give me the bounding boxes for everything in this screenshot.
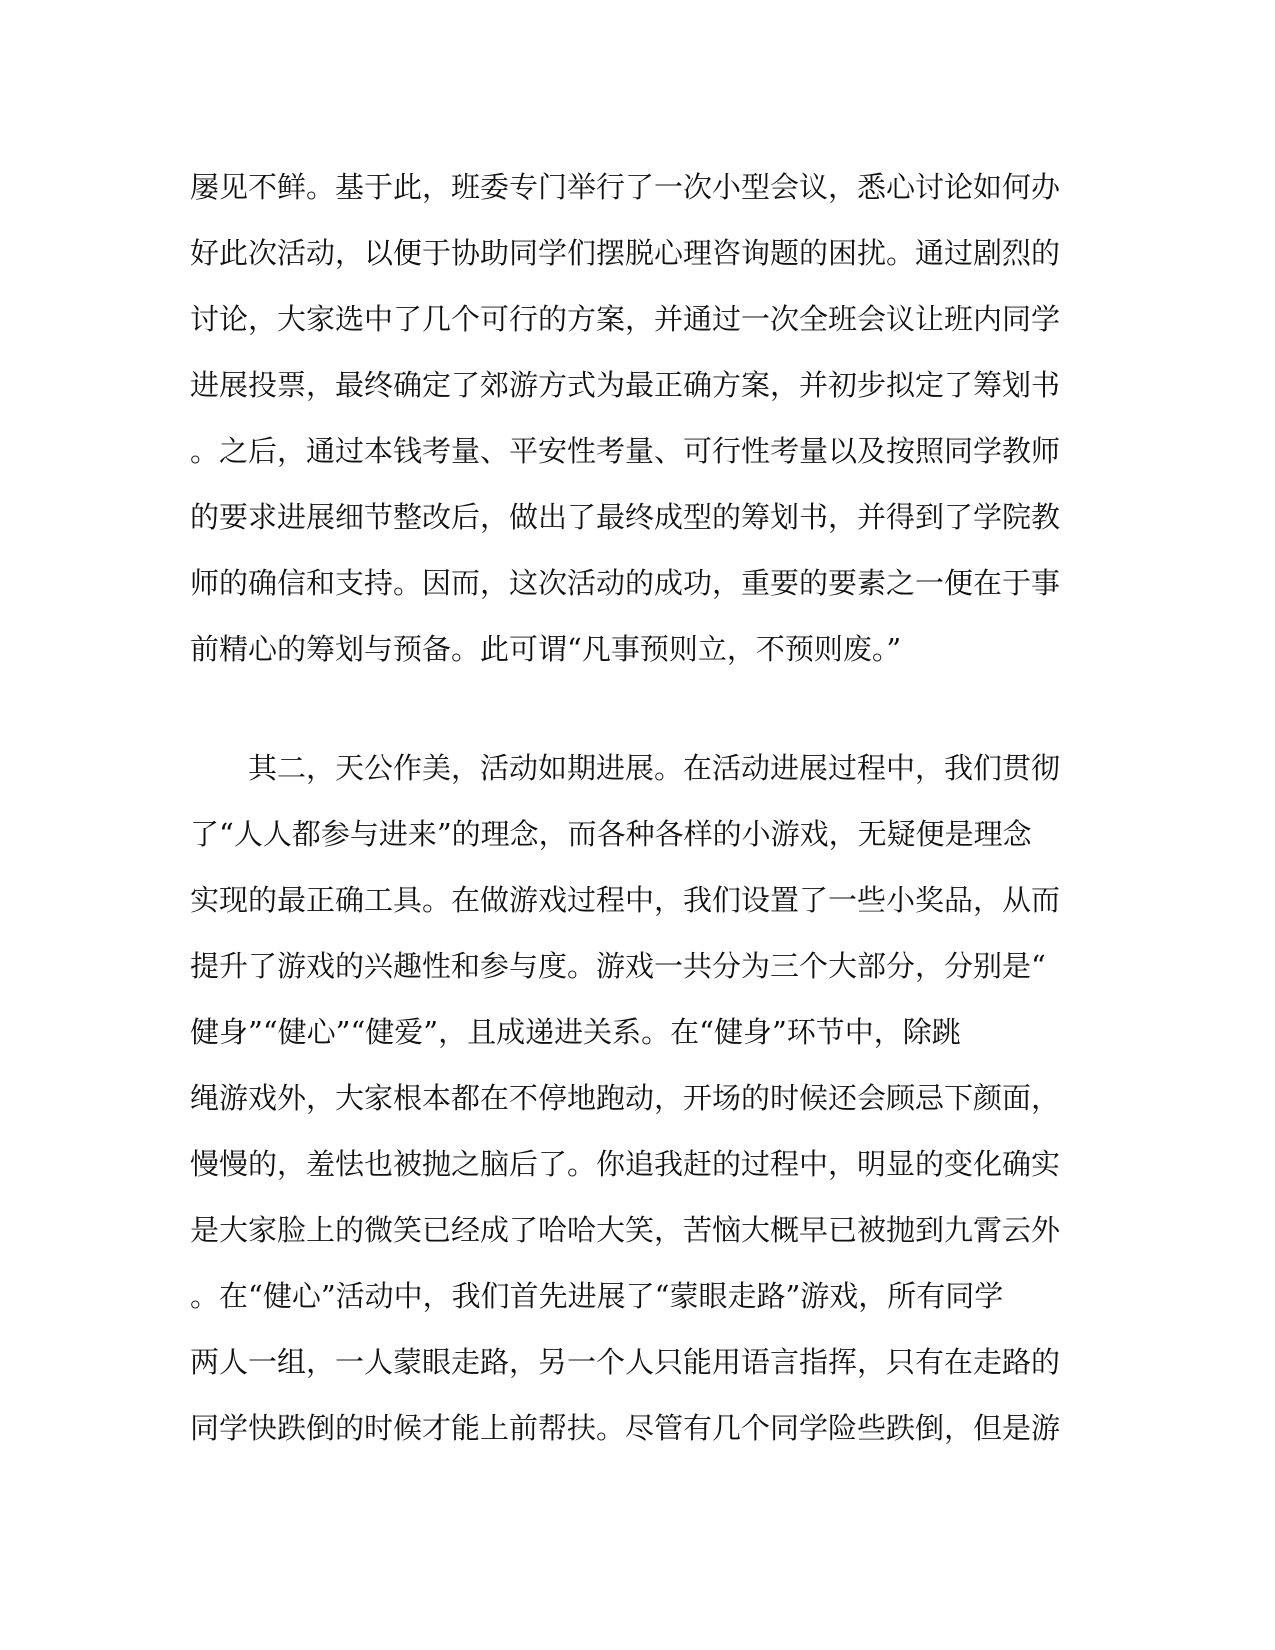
text-line: 的要求进展细节整改后，做出了最终成型的筹划书，并得到了学院教 — [190, 500, 1061, 534]
text-line: 讨论，大家选中了几个可行的方案，并通过一次全班会议让班内同学 — [190, 302, 1061, 336]
text-line: 师的确信和支持。因而，这次活动的成功，重要的要素之一便在于事 — [190, 566, 1061, 600]
text-line: 了“人人都参与进来”的理念，而各种各样的小游戏，无疑便是理念 — [190, 817, 1032, 851]
paragraph-activity — [190, 735, 1070, 1461]
text-line: 同学快跌倒的时候才能上前帮扶。尽管有几个同学险些跌倒，但是游 — [190, 1411, 1061, 1445]
text-line: 绳游戏外，大家根本都在不停地跑动，开场的时候还会顾忌下颜面， — [190, 1081, 1061, 1115]
text-line: 提升了游戏的兴趣性和参与度。游戏一共分为三个大部分，分别是“ — [190, 949, 1046, 983]
text-line: 好此次活动，以便于协助同学们摆脱心理咨询题的困扰。通过剧烈的 — [190, 236, 1061, 270]
text-line: 进展投票，最终确定了郊游方式为最正确方案，并初步拟定了筹划书 — [190, 368, 1061, 402]
text-line: 两人一组，一人蒙眼走路，另一个人只能用语言指挥，只有在走路的 — [190, 1345, 1061, 1379]
text-line: 。之后，通过本钱考量、平安性考量、可行性考量以及按照同学教师 — [190, 434, 1061, 468]
text-line: 健身”“健心”“健爱”，且成递进关系。在“健身”环节中，除跳 — [190, 1015, 961, 1049]
paragraph-planning — [190, 154, 1070, 682]
text-line: 实现的最正确工具。在做游戏过程中，我们设置了一些小奖品，从而 — [190, 883, 1061, 917]
text-line: 屡见不鲜。基于此，班委专门举行了一次小型会议，悉心讨论如何办 — [190, 170, 1061, 204]
text-line: 其二，天公作美，活动如期进展。在活动进展过程中，我们贯彻 — [190, 751, 1061, 785]
text-line: 。在“健心”活动中，我们首先进展了“蒙眼走路”游戏，所有同学 — [190, 1279, 1004, 1313]
text-line: 慢慢的，羞怯也被抛之脑后了。你追我赶的过程中，明显的变化确实 — [190, 1147, 1061, 1181]
text-line: 前精心的筹划与预备。此可谓“凡事预则立，不预则废。” — [190, 632, 902, 666]
text-line: 是大家脸上的微笑已经成了哈哈大笑，苦恼大概早已被抛到九霄云外 — [190, 1213, 1061, 1247]
